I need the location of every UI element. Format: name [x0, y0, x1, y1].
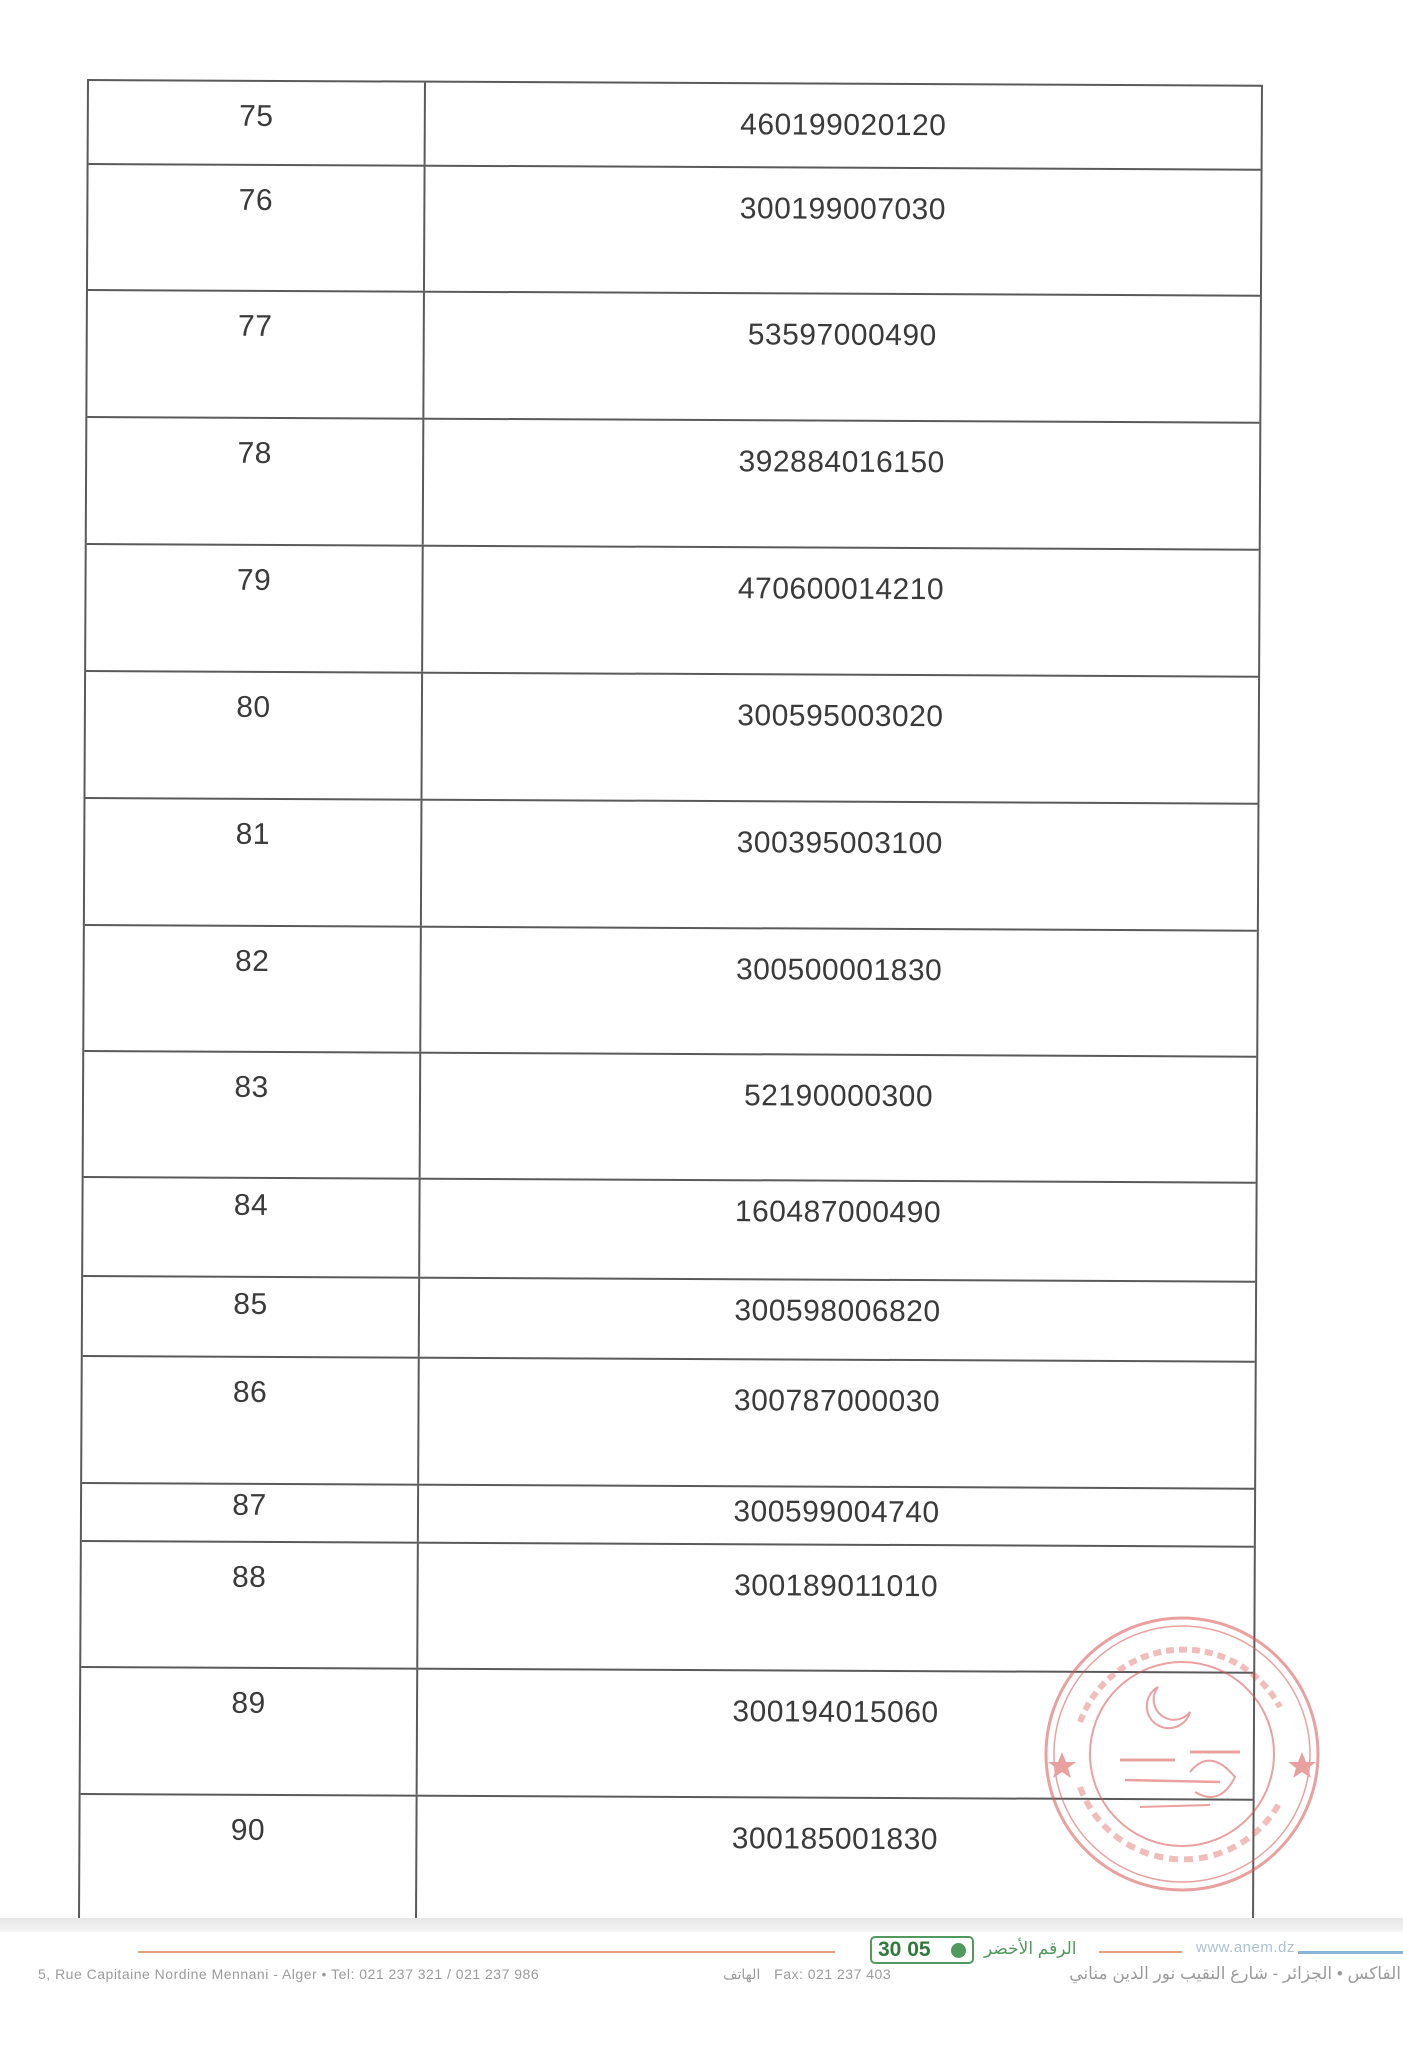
row-number: 83 — [84, 1052, 422, 1178]
row-number: 84 — [83, 1178, 420, 1277]
fax-line — [723, 1966, 892, 1983]
green-number: 30 05 — [878, 1938, 931, 1961]
table-row — [87, 418, 1260, 551]
row-id: 300595003020 — [737, 699, 944, 734]
row-id: 300598006820 — [734, 1294, 941, 1329]
row-number: 80 — [85, 672, 423, 799]
row-id: 300599004740 — [733, 1495, 940, 1530]
table-row — [85, 799, 1258, 932]
footer-band — [0, 1918, 1403, 1932]
row-number: 76 — [88, 165, 426, 291]
row-id: 300189011010 — [734, 1569, 939, 1604]
table-row — [84, 926, 1257, 1058]
green-number-badge — [870, 1936, 974, 1964]
row-id: 53597000490 — [747, 318, 937, 353]
address-french — [38, 1966, 539, 1982]
table-row — [83, 1277, 1255, 1363]
phone-label-arabic: الهاتف — [723, 1966, 761, 1982]
row-number: 89 — [81, 1668, 419, 1795]
address-arabic: الفاكس • الجزائر - شارع النقيب نور الدين مناني — [1069, 1964, 1401, 1983]
website-link[interactable]: www.anem.dz — [1196, 1939, 1295, 1956]
table-row — [82, 1484, 1254, 1548]
footer-divider — [1298, 1951, 1403, 1954]
row-number: 81 — [85, 799, 423, 926]
table-row — [88, 165, 1261, 297]
row-id: 300395003100 — [736, 826, 943, 861]
table-row — [82, 1357, 1255, 1490]
table-row — [84, 1052, 1257, 1184]
row-number: 87 — [82, 1484, 419, 1542]
row-id: 300787000030 — [733, 1384, 941, 1419]
row-id: 160487000490 — [734, 1195, 942, 1230]
row-id: 300185001830 — [731, 1822, 939, 1857]
phone-icon — [951, 1943, 966, 1958]
address-french-text: 5, Rue Capitaine Nordine Mennani - Alger • Tel: 021 237 321 / 021 237 986 — [38, 1966, 540, 1982]
official-stamp-icon — [1040, 1612, 1325, 1897]
row-number: 90 — [80, 1795, 418, 1924]
row-id: 300500001830 — [735, 953, 943, 988]
row-id: 52190000300 — [743, 1079, 934, 1114]
row-id: 300194015060 — [732, 1695, 939, 1730]
footer-divider — [1099, 1951, 1182, 1953]
row-number: 85 — [83, 1277, 420, 1357]
row-number: 77 — [87, 291, 425, 418]
row-id: 470600014210 — [737, 572, 945, 607]
footer-divider — [138, 1951, 835, 1953]
green-number-label: الرقم الأخضر — [984, 1939, 1077, 1958]
fax-french: Fax: 021 237 403 — [774, 1966, 892, 1982]
table-row — [85, 672, 1258, 805]
table-row — [89, 81, 1261, 171]
row-id: 392884016150 — [738, 445, 945, 480]
table-row — [87, 291, 1260, 424]
row-number: 75 — [89, 81, 426, 165]
row-number: 78 — [87, 418, 425, 545]
row-number: 79 — [86, 545, 424, 672]
row-id: 300199007030 — [739, 192, 947, 227]
row-id: 460199020120 — [740, 108, 947, 143]
table-row — [83, 1178, 1255, 1283]
table-row — [86, 545, 1259, 678]
row-number: 86 — [82, 1357, 420, 1484]
row-number: 88 — [81, 1542, 419, 1668]
row-number: 82 — [84, 926, 422, 1052]
